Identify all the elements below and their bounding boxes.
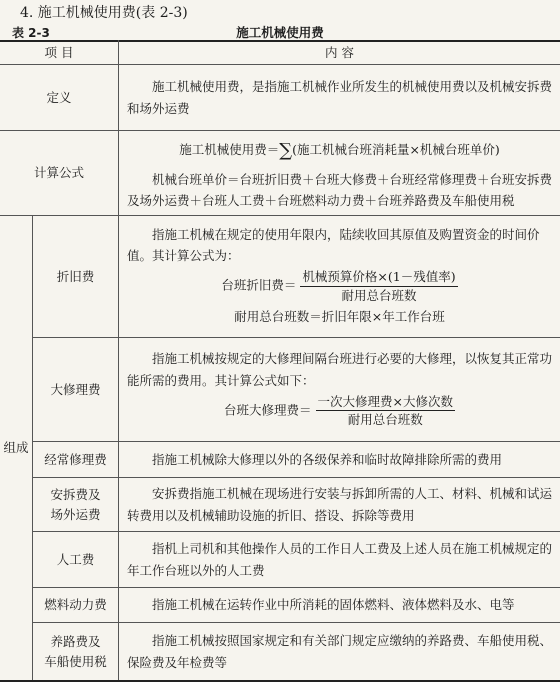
overhaul-fraction: $\frac{\text{一次大修理费×大修次数}}{\text{耐用总台班数}}$	[317, 393, 453, 428]
depreciation-fraction: $\frac{\text{机械预算价格×(1－残值率)}}{\text{耐用总台班数}}$	[302, 269, 456, 303]
table-number: 表 2-3	[12, 26, 50, 40]
row-content-road-tax	[119, 623, 560, 680]
row-label-fuel: 燃料动力费	[44, 597, 107, 613]
fuel-text: 指施工机械在运转作业中所消耗的固体燃料、液体燃料及水、电等	[152, 597, 515, 613]
table-title: 施工机械使用费	[236, 25, 324, 40]
row-label-labor: 人工费	[56, 551, 95, 567]
road-tax-text: 指施工机械按照国家规定和有关部门规定应缴纳的养路费、车船使用税、保险费及年检费等	[127, 633, 553, 670]
header-item: 项 目	[44, 44, 74, 60]
row-content-install	[119, 478, 560, 531]
formula-machine-fee: 施工机械使用费＝∑(施工机械台班消耗量×机械台班单价)	[179, 140, 500, 162]
definition-text: 施工机械使用费，是指施工机械作业所发生的机械使用费以及机械安拆费和场外运费	[127, 79, 553, 116]
row-label-regular-repair: 经常修理费	[44, 451, 107, 467]
header-content: 内 容	[325, 44, 354, 60]
row-label-definition: 定义	[46, 89, 72, 105]
row-content-formula	[119, 131, 560, 215]
overhaul-formula: 台班大修理费＝ $\frac{\text{一次大修理费×大修次数}}{\text{耐用总台班数}}$	[224, 393, 453, 428]
group-label-composition: 组成	[3, 440, 29, 456]
overhaul-text: 指施工机械按规定的大修理间隔台班进行必要的大修理，以恢复其正常功能所需的费用。其计算公式如下：	[127, 351, 553, 388]
labor-text: 指机上司机和其他操作人员的工作日人工费及上述人员在施工机械规定的年工作台班以外的人工费	[127, 541, 553, 578]
row-content-fuel	[119, 588, 560, 622]
row-label-depreciation: 折旧费	[56, 268, 95, 284]
row-content-regular-repair	[119, 442, 560, 477]
row-content-overhaul	[119, 338, 560, 441]
row-content-labor	[119, 532, 560, 587]
regular-repair-text: 指施工机械除大修理以外的各级保养和临时故障排除所需的费用	[152, 451, 503, 467]
row-content-definition	[119, 65, 560, 130]
section-title: 4. 施工机械使用费(表 2-3)	[20, 5, 188, 21]
row-label-road-tax: 养路费及 车船使用税	[44, 633, 107, 669]
depreciation-text: 指施工机械在规定的使用年限内，陆续收回其原值及购置资金的时间价值。其计算公式为：	[127, 226, 540, 263]
row-label-formula: 计算公式	[33, 165, 84, 181]
row-content-depreciation	[119, 216, 560, 337]
depreciation-formula: 台班折旧费＝ $\frac{\text{机械预算价格×(1－残值率)}}{\text{耐用总台班数}}$	[221, 269, 456, 303]
row-label-overhaul: 大修理费	[50, 381, 101, 397]
sigma-symbol: ∑	[279, 140, 293, 162]
row-label-install: 安拆费及 场外运费	[50, 486, 101, 522]
total-shifts-formula: 耐用总台班数＝折旧年限×年工作台班	[234, 309, 445, 325]
formula-shift-price: 机械台班单价＝台班折旧费＋台班大修费＋台班经常修理费＋台班安拆费及场外运费＋台班人工费＋台班燃料动力费＋台班养路费及车船使用税	[127, 172, 553, 209]
install-text: 安拆费指施工机械在现场进行安装与拆卸所需的人工、材料、机械和试运转费用以及机械辅助设施的折旧、搭设、拆除等费用	[127, 486, 553, 523]
